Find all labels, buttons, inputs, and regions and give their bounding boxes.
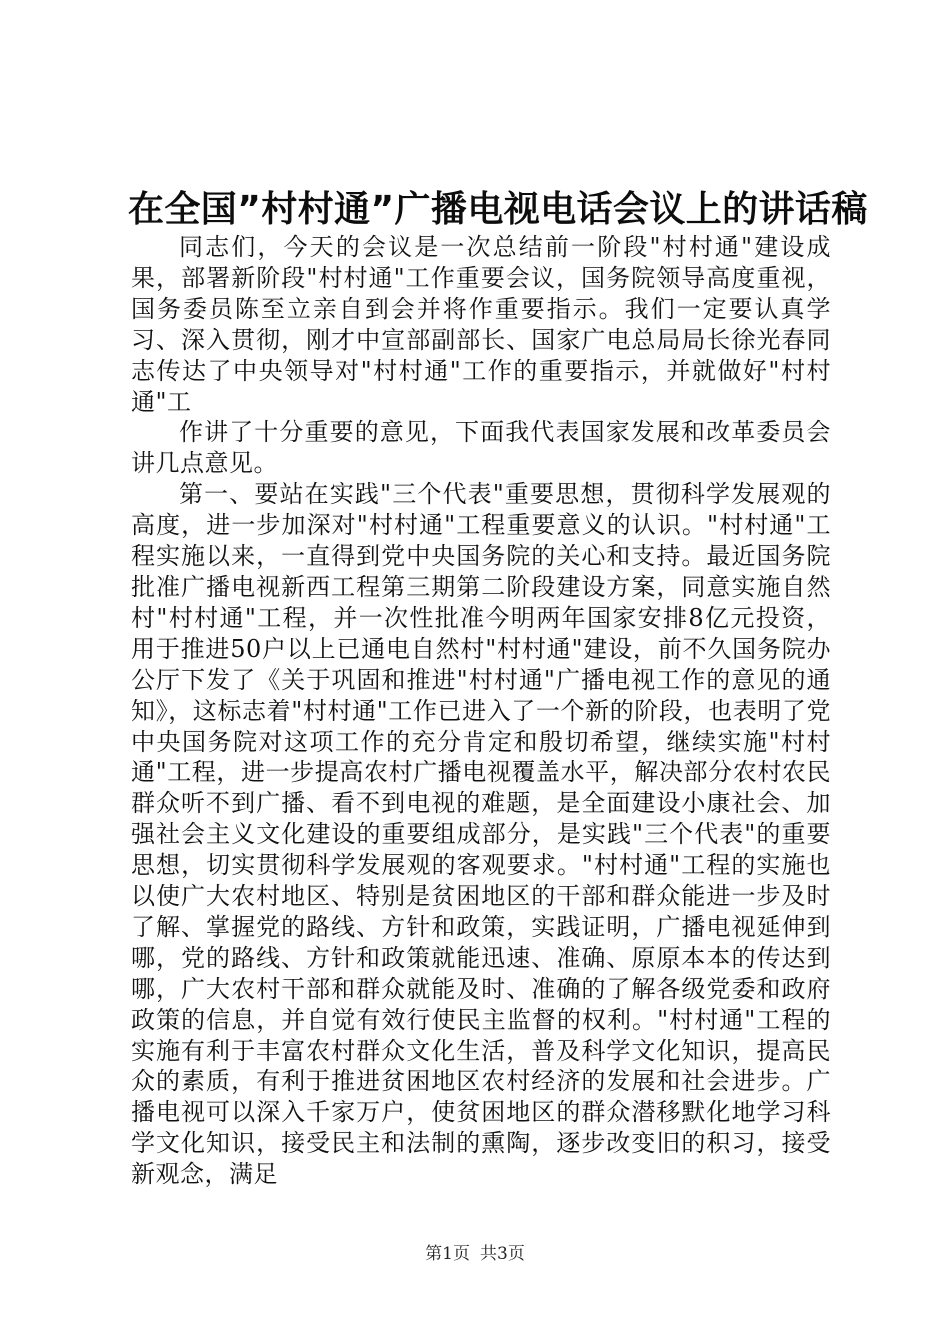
paragraph-point-one: 第一、要站在实践"三个代表"重要思想，贯彻科学发展观的高度，进一步加深对"村村通"工程重要意义的认识。"村村通"工程实施以来，一直得到党中央国务院的关心和支持。最近国务院批准广播电视新西工程第三期第二阶段建设方案，同意实施自然村"村村通"工程，并一次性批准今明两年国家安排8亿元投资，用于推进50户以上已通电自然村"村村通"建设，前不久国务院办公厅下发了《关于巩固和推进"村村通"广播电视工作的意见的通知》，这标志着"村村通"工作已进入了一个新的阶段，也表明了党中央国务院对这项工作的充分肯定和殷切希望，继续实施"村村通"工程，进一步提高农村广播电视覆盖水平，解决部分农村农民群众听不到广播、看不到电视的难题，是全面建设小康社会、加强社会主义文化建设的重要组成部分，是实践"三个代表"的重要思想，切实贯彻科学发展观的客观要求。"村村通"工程的实施也以使广大农村地区、特别是贫困地区的干部和群众能进一步及时了解、掌握党的路线、方针和政策，实践证明，广播电视延伸到哪，党的路线、方针和政策就能迅速、准确、原原本本的传达到哪，广大农村干部和群众就能及时、准确的了解各级党委和政府政策的信息，并自觉有效行使民主监督的权利。"村村通"工程的实施有利于丰富农村群众文化生活，普及科学文化知识，提高民众的素质，有利于推进贫困地区农村经济的发展和社会进步。广播电视可以深入千家万户，使贫困地区的群众潜移默化地学习科学文化知识，接受民主和法制的熏陶，逐步改变旧的积习，接受新观念，满足 xyxy=(131,480,831,1189)
document-title: 在全国”村村通”广播电视电话会议上的讲话稿 xyxy=(128,189,868,230)
paragraph-continuation: 作讲了十分重要的意见，下面我代表国家发展和改革委员会讲几点意见。 xyxy=(131,418,831,478)
paragraph-intro: 同志们，今天的会议是一次总结前一阶段"村村通"建设成果，部署新阶段"村村通"工作重要会议，国务院领导高度重视，国务委员陈至立亲自到会并将作重要指示。我们一定要认真学习、深入贯彻，刚才中宣部副部长、国家广电总局局长徐光春同志传达了中央领导对"村村通"工作的重要指示，并就做好"村村通"工 xyxy=(131,233,831,416)
page-number: 第1页 xyxy=(425,1244,470,1264)
page-footer xyxy=(0,1242,950,1266)
page-total: 共3页 xyxy=(480,1244,525,1264)
document-body xyxy=(131,232,831,1190)
